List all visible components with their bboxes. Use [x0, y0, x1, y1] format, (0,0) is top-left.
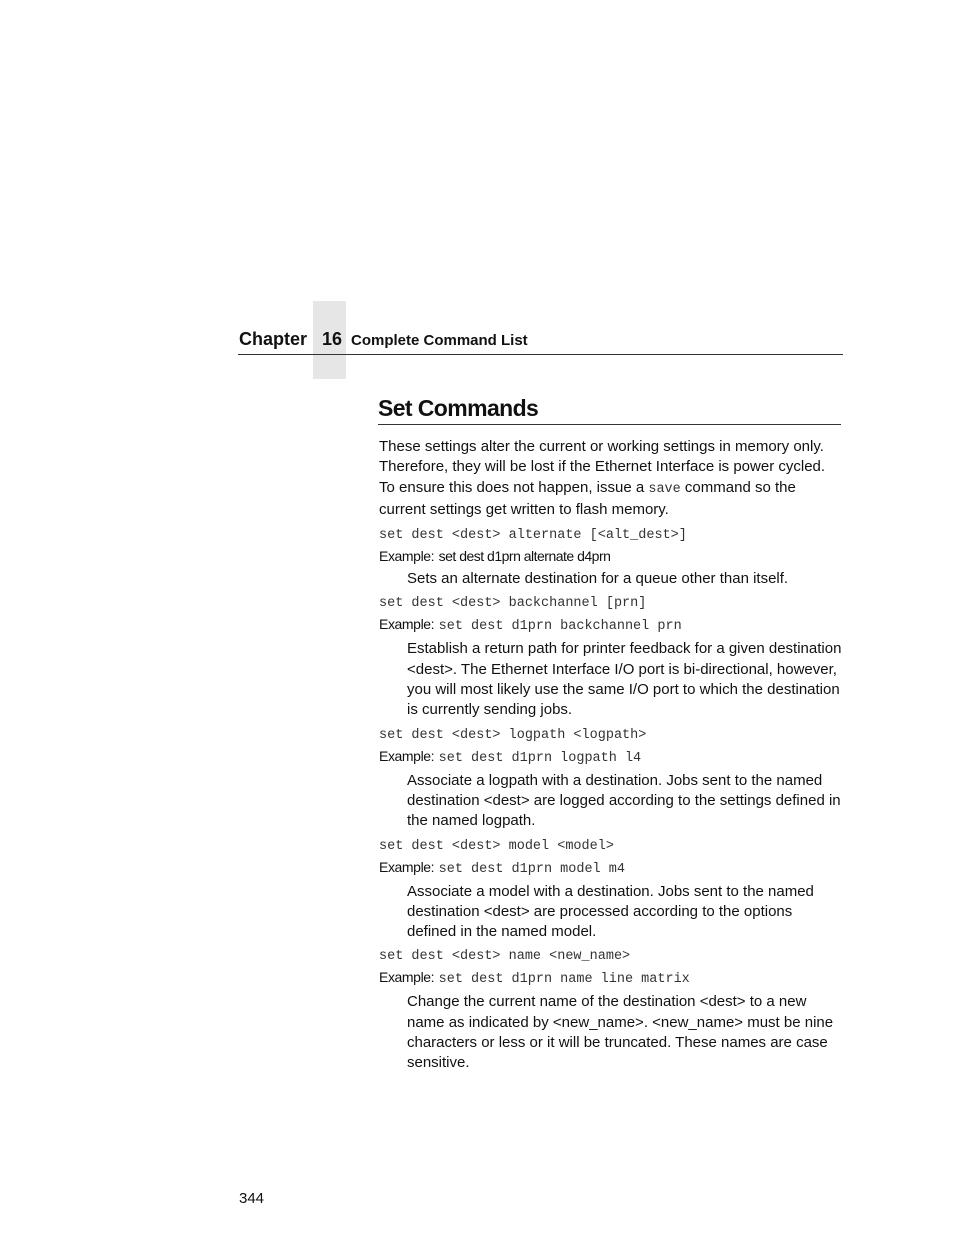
command-description: Associate a model with a destination. Jobs sent to the named destination <dest> are processed according to the options defined in the named model.	[407, 882, 814, 941]
intro-paragraph	[379, 437, 844, 520]
intro-inline-code: save	[648, 481, 681, 497]
command-example	[379, 614, 844, 637]
command-block	[379, 594, 844, 720]
header-divider	[238, 354, 843, 355]
example-text: set dest d1prn alternate d4prn	[438, 548, 611, 565]
page-number: 344	[239, 1190, 265, 1207]
command-syntax: set dest <dest> alternate [<alt_dest>]	[379, 528, 687, 544]
command-block	[379, 947, 844, 1073]
command-description: Associate a logpath with a destination. Jobs sent to the named destination <dest> are logged according to the settings defined in the named logpath.	[407, 771, 841, 830]
intro-text-after: command so the current settings get written to flash memory.	[379, 478, 796, 518]
chapter-title: Complete Command List	[351, 332, 528, 349]
section-divider	[378, 424, 841, 425]
command-example	[379, 967, 844, 990]
intro-text-before: These settings alter the current or working settings in memory only. Therefore, they will be lost if the Ethernet Interface is power cycled. To ensure this does not happen, issue a	[379, 438, 826, 496]
chapter-number: 16	[322, 329, 343, 349]
command-description: Change the current name of the destination <dest> to a new name as indicated by <new_name>. <new_name> must be nine characters or less or it will be truncated. These names are case sensitive.	[407, 993, 834, 1072]
example-code: set dest d1prn name line matrix	[438, 972, 690, 988]
command-syntax: set dest <dest> logpath <logpath>	[379, 727, 647, 743]
page-content	[379, 437, 844, 1079]
command-block	[379, 726, 844, 832]
command-example	[379, 857, 844, 880]
chapter-label: Chapter	[239, 329, 308, 349]
example-code: set dest d1prn logpath l4	[438, 750, 642, 766]
command-syntax: set dest <dest> model <model>	[379, 838, 614, 854]
command-syntax: set dest <dest> backchannel [prn]	[379, 596, 647, 612]
command-description: Establish a return path for printer feedback for a given destination <dest>. The Ethernet Interface I/O port is bi-directional, however, you will most likely use the same I/O port to which the destination is currently sending jobs.	[407, 640, 842, 719]
command-syntax: set dest <dest> name <new_name>	[379, 949, 631, 965]
command-block	[379, 526, 844, 589]
example-code: set dest d1prn backchannel prn	[438, 619, 682, 635]
example-code: set dest d1prn model m4	[438, 861, 625, 877]
section-title: Set Commands	[378, 395, 539, 421]
command-block	[379, 837, 844, 943]
command-description: Sets an alternate destination for a queue other than itself.	[407, 570, 789, 588]
command-example	[379, 546, 844, 567]
command-example	[379, 746, 844, 769]
example-label: Example:	[379, 616, 435, 633]
example-label: Example:	[379, 548, 435, 565]
example-label: Example:	[379, 858, 435, 875]
example-label: Example:	[379, 747, 435, 764]
example-label: Example:	[379, 969, 435, 986]
